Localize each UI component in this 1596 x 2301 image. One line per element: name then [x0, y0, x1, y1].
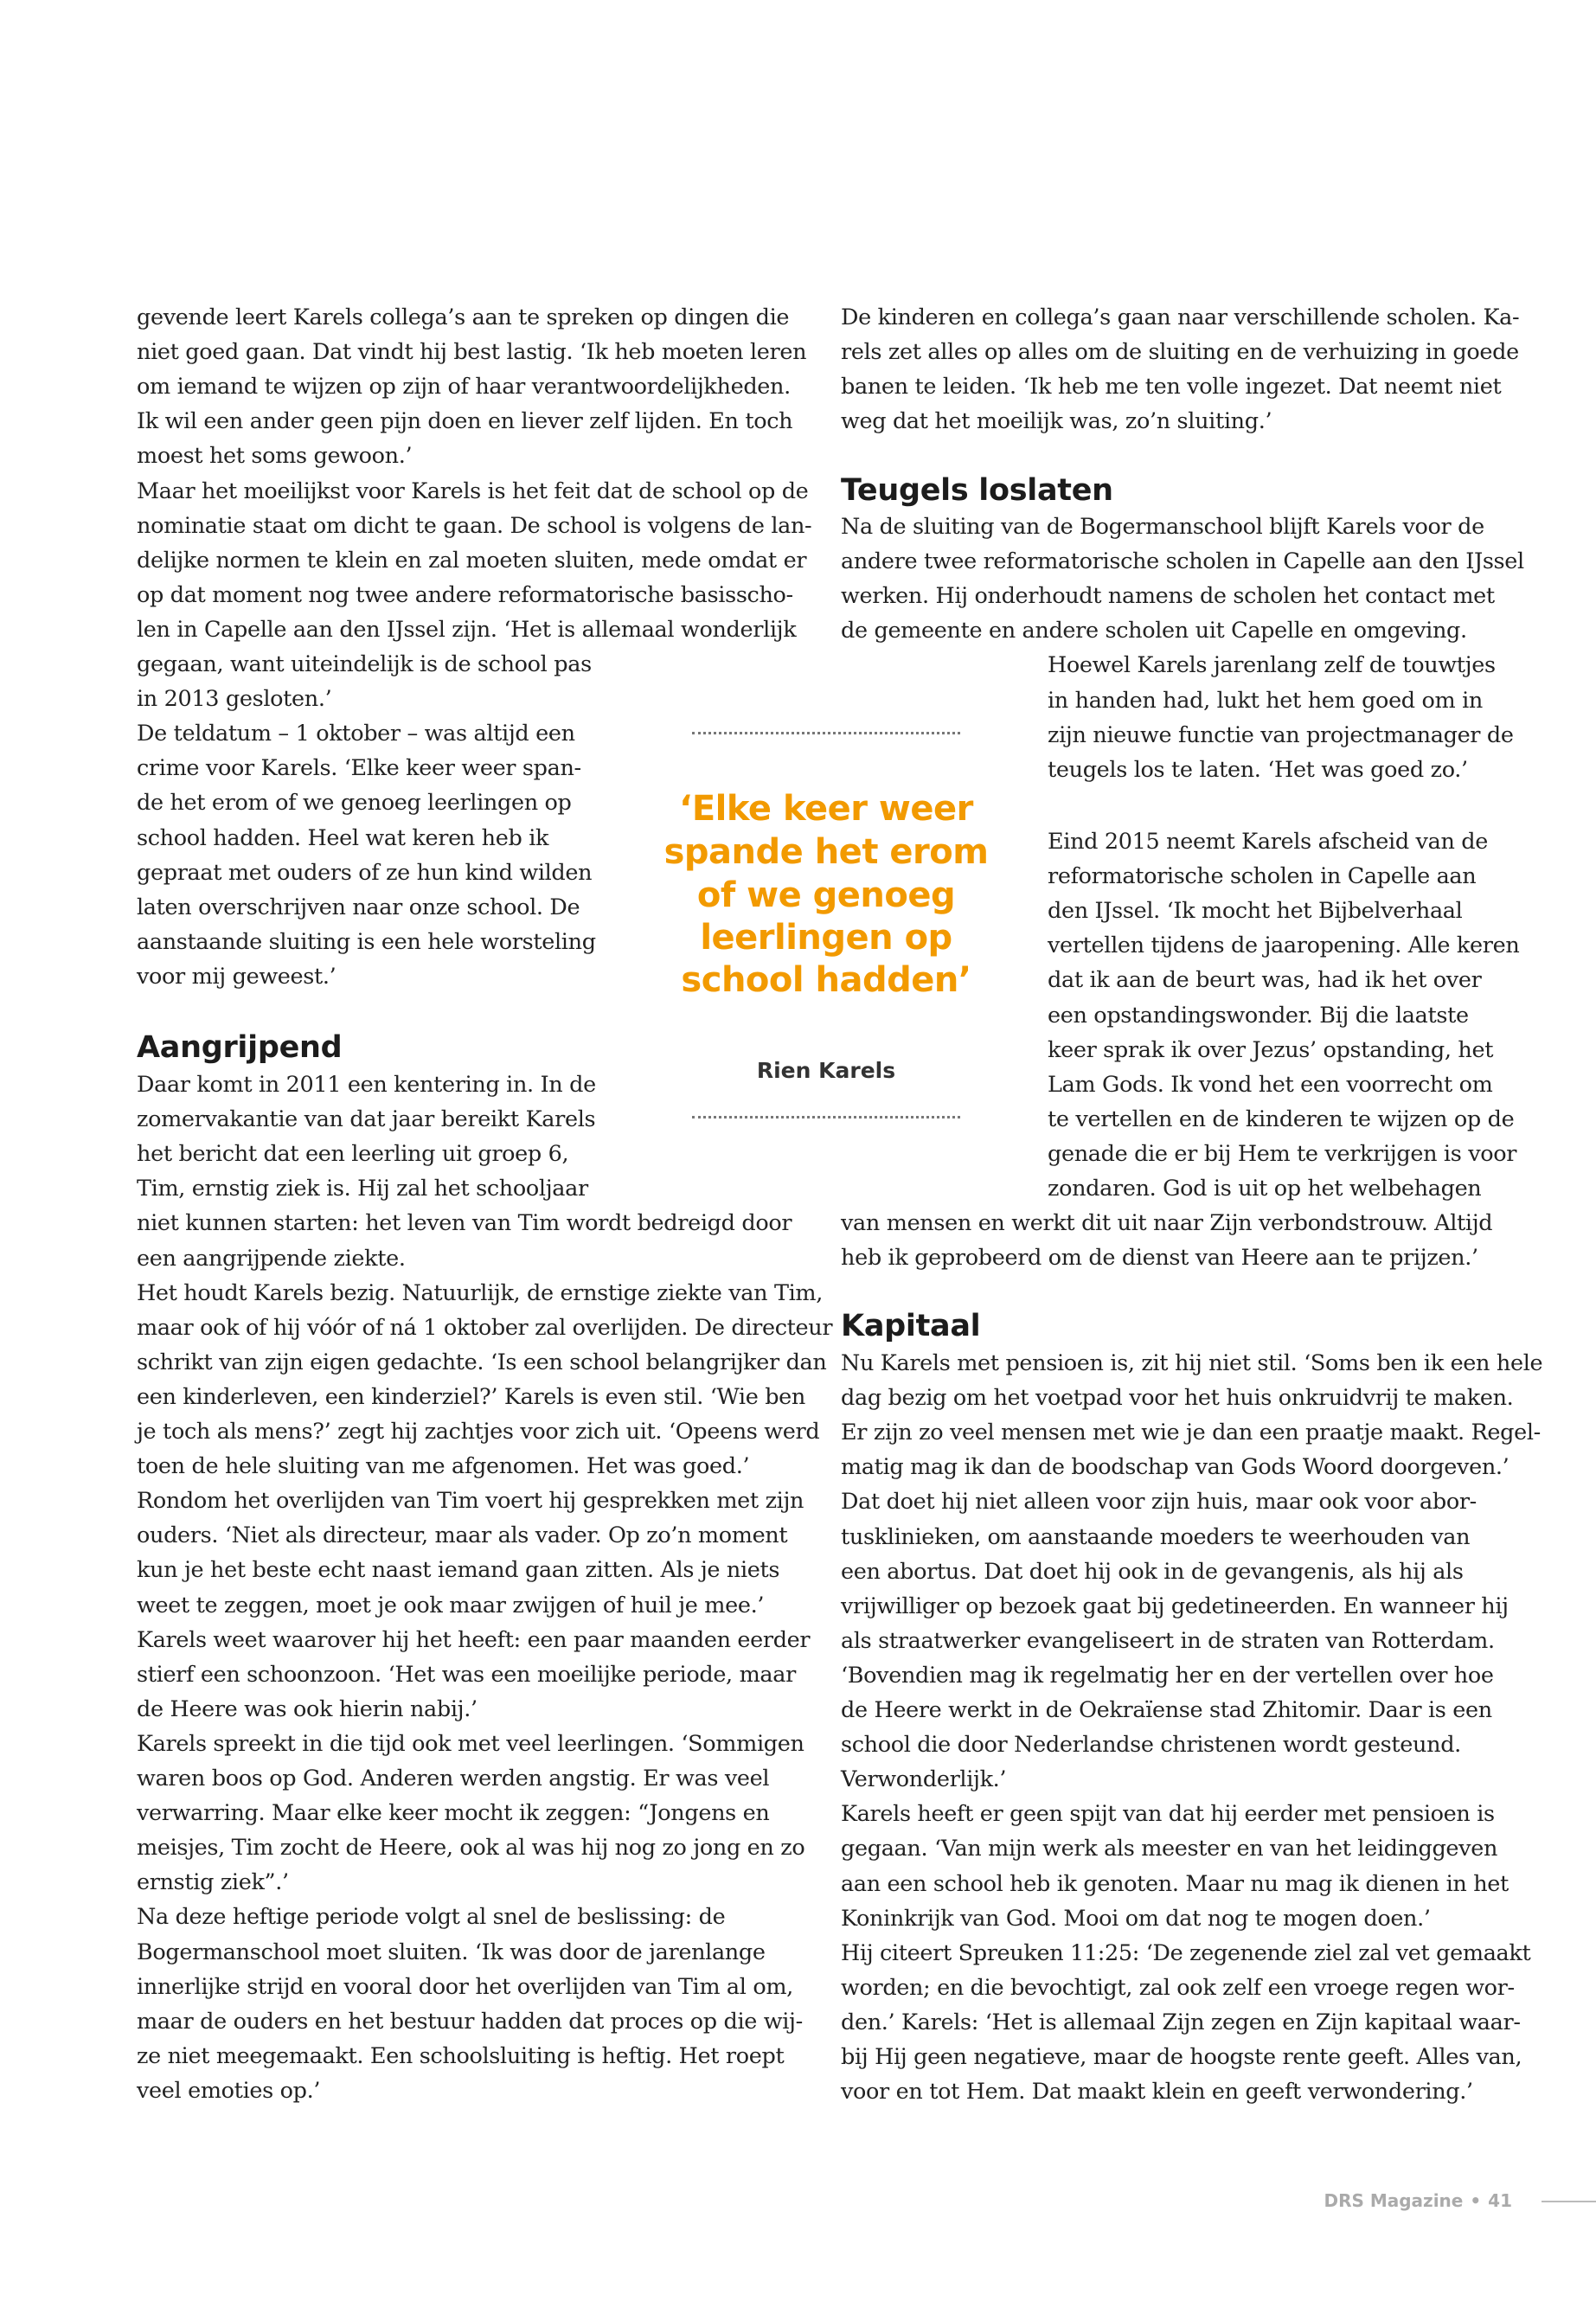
body-text-line: zondaren. God is uit op het welbehagen	[1048, 1176, 1482, 1202]
body-text-line: zijn nieuwe functie van projectmanager de	[1048, 721, 1514, 748]
body-text-line: maar de ouders en het bestuur hadden dat proces op die wij-	[137, 2008, 803, 2035]
body-text-line: waren boos op God. Anderen werden angstig. Er was veel	[137, 1766, 770, 1791]
body-text-line: Daar komt in 2011 een kentering in. In de	[137, 1072, 596, 1098]
body-text-line: andere twee reformatorische scholen in Capelle aan den IJssel	[841, 548, 1524, 575]
body-text-line: ouders. ‘Niet als directeur, maar als vader. Op zo’n moment	[137, 1522, 788, 1549]
pull-quote-line: of we genoeg	[696, 875, 956, 915]
body-text-line: de Heere was ook hierin nabij.’	[137, 1695, 478, 1722]
pull-quote-bottom-rule	[692, 1116, 960, 1118]
body-text-line: gepraat met ouders of ze hun kind wilden	[137, 859, 593, 886]
page-footer	[1324, 2189, 1512, 2213]
body-text-line: je toch als mens?’ zegt hij zachtjes voor zich uit. ‘Opeens werd	[137, 1419, 820, 1445]
body-text-line: gevende leert Karels collega’s aan te spreken op dingen die	[137, 304, 790, 330]
body-text-line: ‘Bovendien mag ik regelmatig her en der vertellen over hoe	[841, 1662, 1494, 1689]
body-text-line: op dat moment nog twee andere reformatorische basisscho-	[137, 581, 793, 608]
page-number: 41	[1488, 2190, 1512, 2211]
body-text-line: niet goed gaan. Dat vindt hij best lastig. ‘Ik heb moeten leren	[137, 339, 807, 366]
body-text-line: een aangrijpende ziekte.	[137, 1245, 406, 1272]
body-text-line: delijke normen te klein en zal moeten sluiten, mede omdat er	[137, 547, 807, 574]
body-text-line: gegaan, want uiteindelijk is de school pas	[137, 651, 592, 677]
section-heading-kapitaal: Kapitaal	[841, 1309, 981, 1343]
body-text-line: veel emoties op.’	[137, 2077, 321, 2104]
body-text-line: verwarring. Maar elke keer mocht ik zeggen: “Jongens en	[137, 1800, 770, 1827]
pull-quote-line: leerlingen op	[700, 918, 952, 958]
body-text-line: in handen had, lukt het hem goed om in	[1048, 687, 1484, 714]
body-text-line: school hadden. Heel wat keren heb ik	[137, 824, 549, 851]
body-text-line: Maar het moeilijkst voor Karels is het feit dat de school op de	[137, 478, 809, 504]
body-text-line: toen de hele sluiting van me afgenomen. Het was goed.’	[137, 1453, 750, 1480]
body-text-line: Hoewel Karels jarenlang zelf de touwtjes	[1048, 652, 1496, 679]
body-text-line: maar ook of hij vóór of ná 1 oktober zal overlijden. De directeur	[137, 1314, 833, 1341]
body-text-line: een opstandingswonder. Bij die laatste	[1048, 1002, 1469, 1029]
body-text-line: werken. Hij onderhoudt namens de scholen het contact met	[841, 583, 1495, 610]
body-text-line: den IJssel. ‘Ik mocht het Bijbelverhaal	[1048, 898, 1463, 925]
body-text-line: Er zijn zo veel mensen met wie je dan een praatje maakt. Regel-	[841, 1420, 1541, 1446]
section-heading-aangrijpend: Aangrijpend	[137, 1030, 343, 1065]
body-text-line: Karels heeft er geen spijt van dat hij eerder met pensioen is	[841, 1801, 1495, 1828]
body-text-line: te vertellen en de kinderen te wijzen op de	[1048, 1106, 1515, 1132]
body-text-line: Karels weet waarover hij het heeft: een paar maanden eerder	[137, 1626, 811, 1653]
body-text-line: aan een school heb ik genoten. Maar nu mag ik dienen in het	[841, 1870, 1509, 1897]
body-text-line: heb ik geprobeerd om de dienst van Heere aan te prijzen.’	[841, 1245, 1478, 1272]
body-text-line: voor en tot Hem. Dat maakt klein en geeft verwondering.’	[841, 2079, 1473, 2106]
body-text-line: Bogermanschool moet sluiten. ‘Ik was door de jarenlange	[137, 1939, 766, 1965]
pull-quote-author: Rien Karels	[756, 1058, 896, 1083]
body-text-line: vertellen tijdens de jaaropening. Alle keren	[1048, 933, 1520, 959]
body-text-line: De teldatum – 1 oktober – was altijd een	[137, 721, 575, 747]
body-text-line: ze niet meegemaakt. Een schoolsluiting is heftig. Het roept	[137, 2042, 785, 2069]
body-text-line: gegaan. ‘Van mijn werk als meester en van het leidinggeven	[841, 1836, 1498, 1862]
body-text-line: dat ik aan de beurt was, had ik het over	[1048, 967, 1482, 994]
body-text-line: len in Capelle aan den IJssel zijn. ‘Het is allemaal wonderlijk	[137, 616, 797, 643]
body-text-line: de het erom of we genoeg leerlingen op	[137, 790, 572, 817]
body-text-line: den.’ Karels: ‘Het is allemaal Zijn zegen en Zijn kapitaal waar-	[841, 2009, 1521, 2035]
body-text-line: tusklinieken, om aanstaande moeders te weerhouden van	[841, 1523, 1471, 1550]
body-text-line: aanstaande sluiting is een hele worsteling	[137, 928, 596, 955]
body-text-line: laten overschrijven naar onze school. De	[137, 894, 580, 920]
body-text-line: meisjes, Tim zocht de Heere, ook al was hij nog zo jong en zo	[137, 1835, 805, 1862]
body-text-line: Lam Gods. Ik vond het een voorrecht om	[1048, 1071, 1493, 1098]
pull-quote-line: spande het erom	[663, 832, 989, 872]
body-text-line: dag bezig om het voetpad voor het huis onkruidvrij te maken.	[841, 1385, 1514, 1412]
body-text-line: matig mag ik dan de boodschap van Gods Woord doorgeven.’	[841, 1454, 1509, 1481]
body-text-line: Tim, ernstig ziek is. Hij zal het schooljaar	[137, 1176, 588, 1202]
body-text-line: Na de sluiting van de Bogermanschool blijft Karels voor de	[841, 514, 1484, 540]
footer-rule	[1542, 2201, 1596, 2202]
section-heading-teugels-loslaten: Teugels loslaten	[841, 473, 1113, 508]
body-text-line: Ik wil een ander geen pijn doen en liever zelf lijden. En toch	[137, 408, 793, 435]
body-text-line: worden; en die bevochtigt, zal ook zelf een vroege regen wor-	[841, 1974, 1515, 2001]
body-text-line: weet te zeggen, moet je ook maar zwijgen of huil je mee.’	[137, 1592, 765, 1618]
pull-quote-line: ‘Elke keer weer	[679, 789, 973, 829]
body-text-line: Het houdt Karels bezig. Natuurlijk, de ernstige ziekte van Tim,	[137, 1279, 824, 1306]
body-text-line: de gemeente en andere scholen uit Capelle en omgeving.	[841, 618, 1467, 644]
body-text-line: ernstig ziek”.’	[137, 1869, 289, 1896]
body-text-line: de Heere werkt in de Oekraïense stad Zhitomir. Daar is een	[841, 1697, 1492, 1723]
body-text-line: Nu Karels met pensioen is, zit hij niet stil. ‘Soms ben ik een hele	[841, 1350, 1543, 1376]
body-text-line: crime voor Karels. ‘Elke keer weer span-	[137, 755, 581, 782]
body-text-line: Koninkrijk van God. Mooi om dat nog te mogen doen.’	[841, 1905, 1431, 1932]
body-text-line: rels zet alles op alles om de sluiting en de verhuizing in goede	[841, 339, 1519, 366]
publication-name: DRS Magazine	[1324, 2190, 1464, 2211]
body-text-line: bij Hij geen negatieve, maar de hoogste rente geeft. Alles van,	[841, 2044, 1522, 2070]
body-text-line: een kinderleven, een kinderziel?’ Karels is even stil. ‘Wie ben	[137, 1383, 805, 1410]
body-text-line: Verwonderlijk.’	[841, 1766, 1007, 1793]
body-text-line: keer sprak ik over Jezus’ opstanding, het	[1048, 1036, 1494, 1063]
body-text-line: teugels los te laten. ‘Het was goed zo.’	[1048, 756, 1468, 783]
body-text-line: vrijwilliger op bezoek gaat bij gedetineerden. En wanneer hij	[841, 1593, 1509, 1619]
body-text-line: kun je het beste echt naast iemand gaan zitten. Als je niets	[137, 1557, 780, 1584]
body-text-line: schrikt van zijn eigen gedachte. ‘Is een school belangrijker dan	[137, 1349, 827, 1375]
body-text-line: genade die er bij Hem te verkrijgen is voor	[1048, 1140, 1517, 1167]
body-text-line: van mensen en werkt dit uit naar Zijn verbondstrouw. Altijd	[841, 1210, 1493, 1237]
footer-separator: •	[1470, 2190, 1482, 2211]
body-text-line: innerlijke strijd en vooral door het overlijden van Tim al om,	[137, 1973, 793, 2000]
body-text-line: reformatorische scholen in Capelle aan	[1048, 863, 1477, 890]
body-text-line: zomervakantie van dat jaar bereikt Karels	[137, 1106, 596, 1133]
body-text-line: moest het soms gewoon.’	[137, 443, 413, 470]
body-text-line: stierf een schoonzoon. ‘Het was een moeilijke periode, maar	[137, 1661, 796, 1688]
body-text-line: banen te leiden. ‘Ik heb me ten volle ingezet. Dat neemt niet	[841, 374, 1502, 401]
body-text-line: weg dat het moeilijk was, zo’n sluiting.’	[841, 408, 1272, 435]
body-text-line: Karels spreekt in die tijd ook met veel leerlingen. ‘Sommigen	[137, 1730, 804, 1757]
body-text-line: voor mij geweest.’	[137, 963, 337, 990]
pull-quote-top-rule	[692, 732, 960, 734]
body-text-line: in 2013 gesloten.’	[137, 686, 332, 713]
body-text-line: De kinderen en collega’s gaan naar verschillende scholen. Ka-	[841, 304, 1520, 330]
body-text-line: een abortus. Dat doet hij ook in de gevangenis, als hij als	[841, 1558, 1464, 1585]
pull-quote-line: school hadden’	[681, 960, 971, 1000]
body-text-line: niet kunnen starten: het leven van Tim wordt bedreigd door	[137, 1210, 792, 1237]
body-text-line: het bericht dat een leerling uit groep 6,	[137, 1141, 569, 1168]
body-text-line: Na deze heftige periode volgt al snel de beslissing: de	[137, 1904, 726, 1931]
body-text-line: Dat doet hij niet alleen voor zijn huis, maar ook voor abor-	[841, 1489, 1477, 1516]
body-text-line: om iemand te wijzen op zijn of haar verantwoordelijkheden.	[137, 374, 791, 401]
body-text-line: Hij citeert Spreuken 11:25: ‘De zegenende ziel zal vet gemaakt	[841, 1939, 1531, 1966]
body-text-line: nominatie staat om dicht te gaan. De school is volgens de lan-	[137, 512, 812, 539]
body-text-line: als straatwerker evangeliseert in de straten van Rotterdam.	[841, 1627, 1495, 1654]
body-text-line: Eind 2015 neemt Karels afscheid van de	[1048, 829, 1489, 855]
body-text-line: school die door Nederlandse christenen wordt gesteund.	[841, 1732, 1461, 1759]
body-text-line: Rondom het overlijden van Tim voert hij gesprekken met zijn	[137, 1488, 804, 1515]
